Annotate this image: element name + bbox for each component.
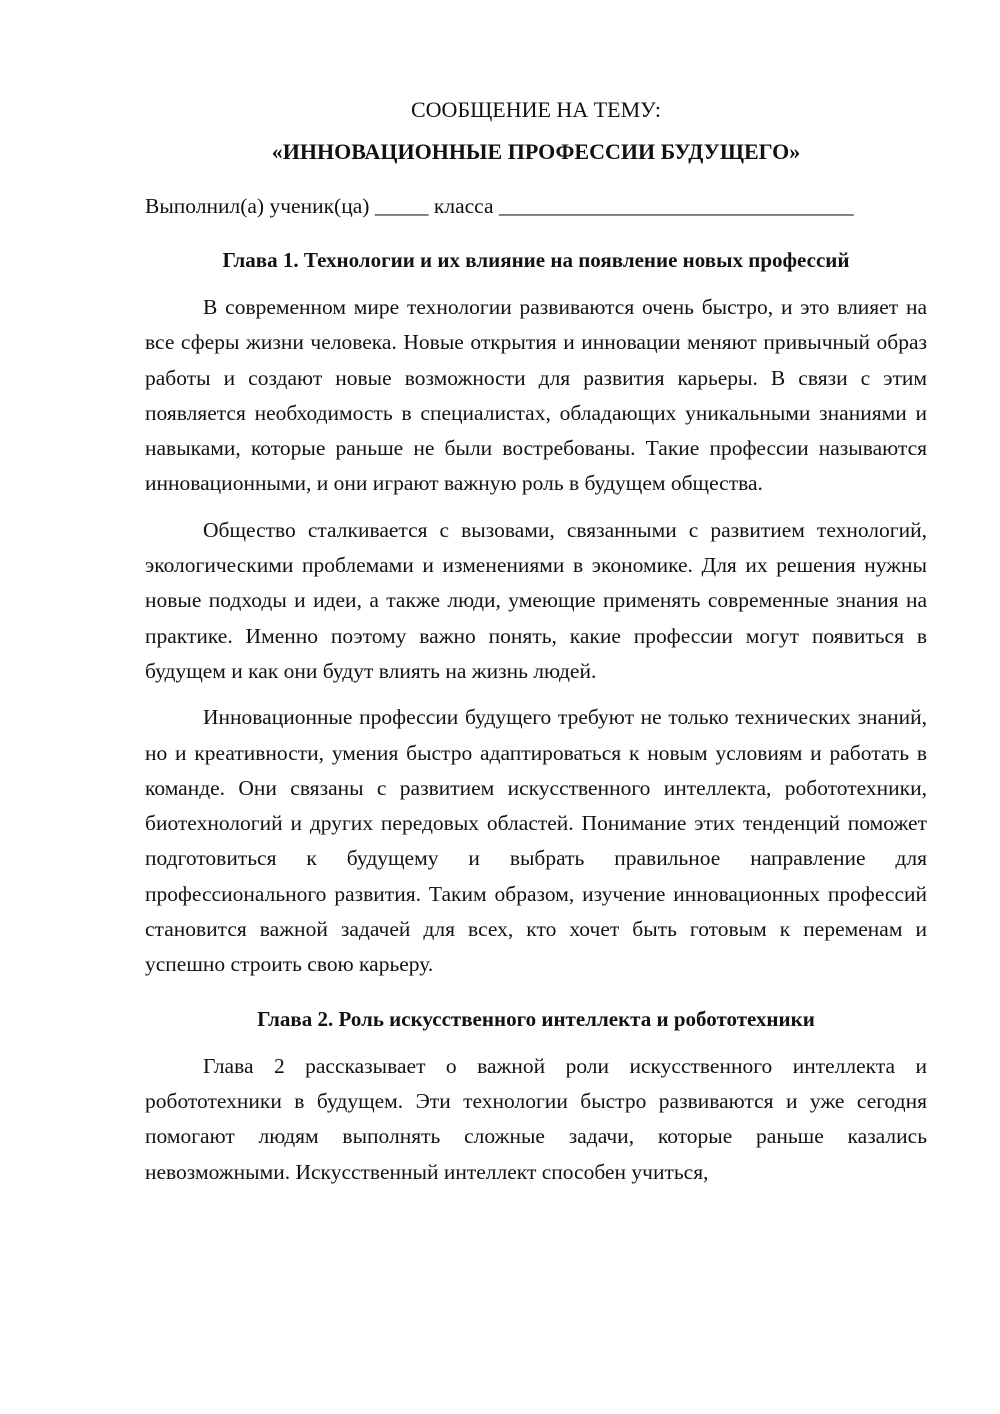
chapter-1-paragraph-1: В современном мире технологии развиваются очень быстро, и это влияет на все сферы жизни человека. Новые открытия и инновации меняют привычный образ работы и создают новые возможности для развития карьеры. В связи с этим появляется необходимость в специалистах, обладающих уникальными знаниями и навыками, которые раньше не были востребованы. Такие профессии называются инновационными, и они играют важную роль в будущем общества. — [145, 295, 927, 496]
document-page — [145, 90, 927, 1190]
chapter-1-paragraph-3: Инновационные профессии будущего требуют не только технических знаний, но и креативности, умения быстро адаптироваться к новым условиям и работать в команде. Они связаны с развитием искусственного интеллекта, робототехники, биотехнологий и других передовых областей. Понимание этих тенденций поможет подготовиться к будущему и выбрать правильное направление для профессионального развития. Таким образом, изучение инновационных профессий становится важной задачей для всех, кто хочет быть готовым к переменам и успешно строить свою карьеру. — [145, 705, 927, 977]
chapter-2-heading: Глава 2. Роль искусственного интеллекта и робототехники — [257, 1006, 815, 1031]
chapter-1-heading: Глава 1. Технологии и их влияние на появление новых профессий — [222, 248, 850, 272]
document-topic: «ИННОВАЦИОННЫЕ ПРОФЕССИИ БУДУЩЕГО» — [271, 139, 801, 164]
chapter-1-paragraph-2: Общество сталкивается с вызовами, связанными с развитием технологий, экологическими проблемами и изменениями в экономике. Для их решения нужны новые подходы и идеи, а также люди, умеющие применять современные знания на практике. Именно поэтому важно понять, какие профессии могут появиться в будущем и как они будут влиять на жизнь людей. — [145, 517, 927, 683]
author-line: Выполнил(а) ученик(ца) _____ класса _________________________________ — [145, 194, 854, 218]
document-title: СООБЩЕНИЕ НА ТЕМУ: — [411, 97, 661, 122]
chapter-2-paragraph-1: Глава 2 рассказывает о важной роли искусственного интеллекта и робототехники в будущем. Эти технологии быстро развиваются и уже сегодня помогают людям выполнять сложные задачи, которые раньше казались невозможными. Искусственный интеллект способен учиться, — [145, 1053, 927, 1184]
